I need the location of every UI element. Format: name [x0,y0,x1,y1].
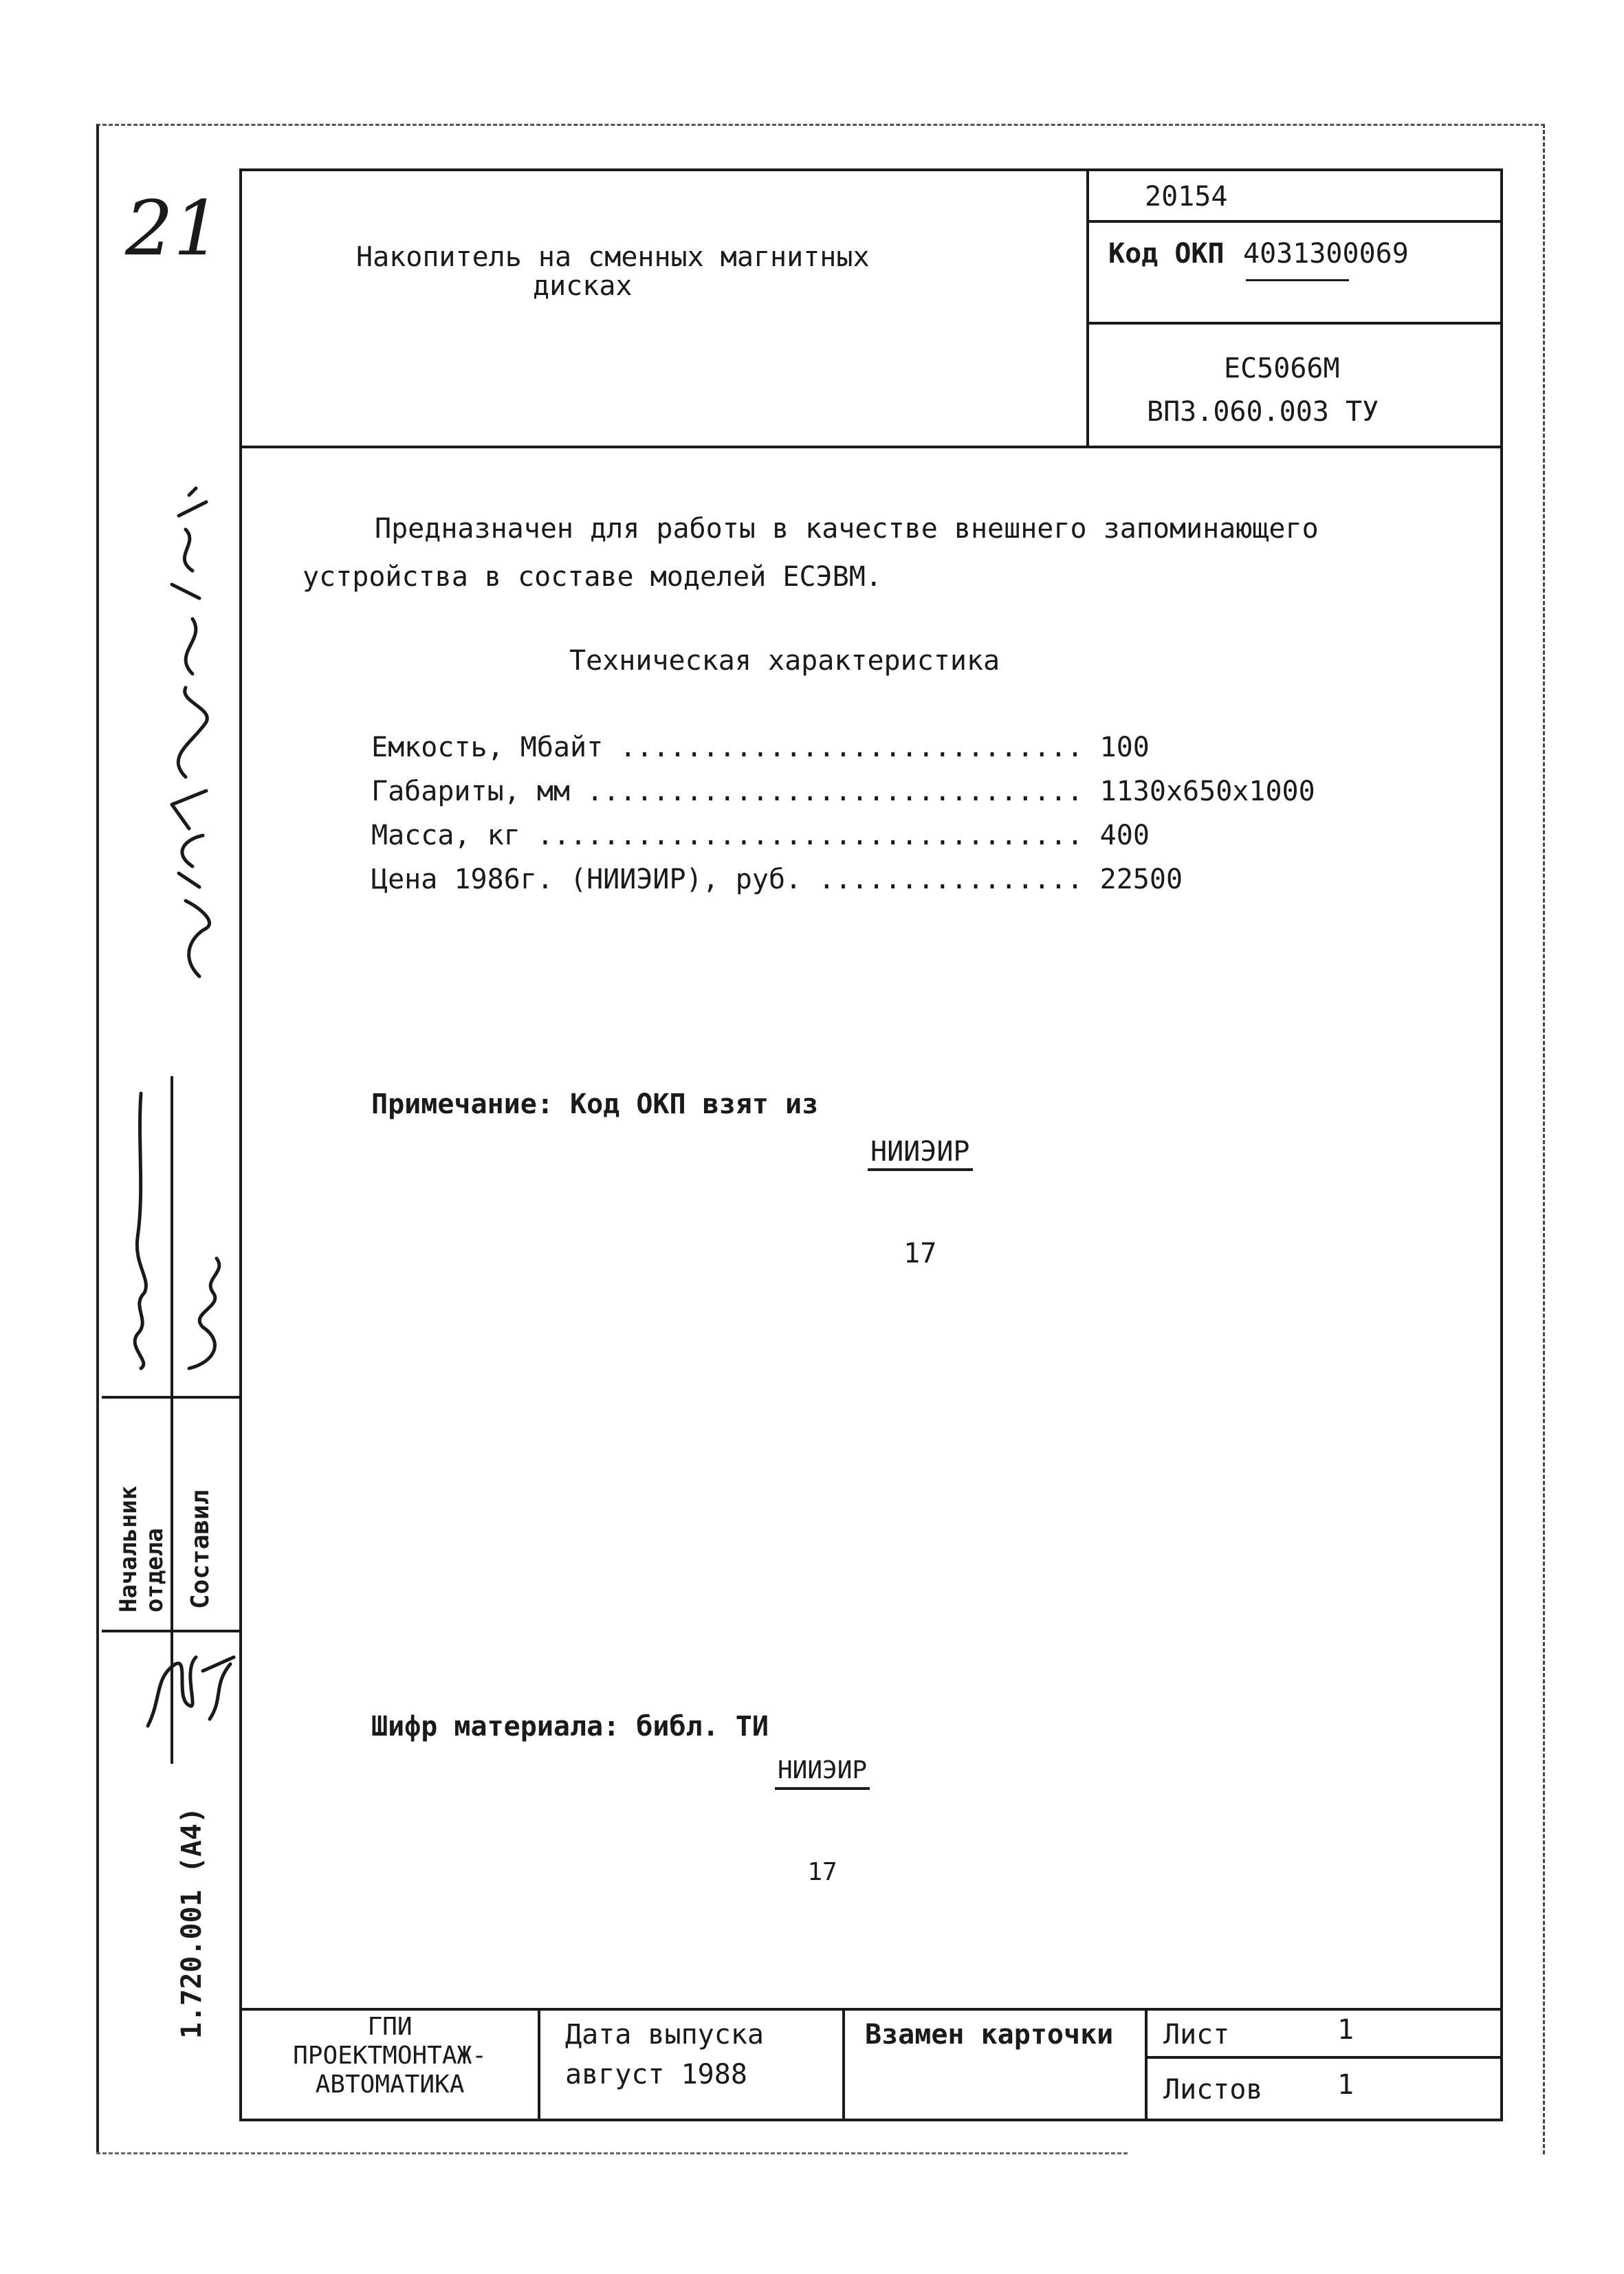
spec-label: Масса, кг [371,820,520,851]
note-source-name: НИИЭИР [868,1135,973,1171]
sheet-value: 1 [1337,2014,1354,2046]
issue-date-value: август 1988 [565,2059,747,2090]
spec-leader: ................ [818,864,1084,895]
header-bottom-rule [239,446,1503,448]
spec-row [371,775,1315,808]
purpose-line2: устройства в составе моделей ЕСЭВМ. [303,561,882,593]
cipher-source-fraction [775,1688,870,1922]
handwritten-registration-note [151,481,227,983]
spec-number: ВПЗ.060.003 ТУ [1147,396,1379,428]
head-of-department-label: Начальник отдела [115,1485,168,1612]
footer-rule-3 [1145,2008,1148,2121]
footer-rule-1 [538,2008,540,2121]
model-number: ЕС5066М [1224,353,1340,384]
note-label: Примечание: Код ОКП взят из [371,1089,819,1120]
section-title: Техническая характеристика [569,645,1000,677]
note-source-number: 17 [903,1238,937,1269]
header-okp-rule [1086,322,1503,325]
page-number: 21 [125,184,221,272]
product-code: 20154 [1145,181,1228,212]
header-code-rule [1086,220,1503,223]
spec-value: 1130x650x1000 [1099,776,1315,807]
sheet-label: Лист [1163,2019,1230,2051]
cipher-source-name: НИИЭИР [775,1754,870,1790]
okp-label: Код ОКП [1108,238,1225,270]
sheets-value: 1 [1337,2069,1354,2101]
compiled-by-label: Составил [186,1489,215,1609]
form-code: 1.720.001 (А4) [176,1806,208,2039]
purpose-line1: Предназначен для работы в качестве внешнего запоминающего [375,513,1319,545]
spec-label: Емкость, Мбайт [371,732,604,763]
spec-row [371,863,1183,896]
spec-value: 100 [1099,732,1150,763]
sheets-label: Листов [1163,2074,1263,2106]
spec-value: 400 [1099,820,1150,851]
org-line3: АВТОМАТИКА [315,2070,465,2099]
compiler-signature [175,1245,237,1382]
note-source-fraction [868,1069,973,1303]
org-line2: ПРОЕКТМОНТАЖ- [293,2042,487,2070]
spec-leader: .............................. [586,776,1084,807]
okp-value: 4031300069 [1243,238,1409,270]
footer-sheet-rule [1145,2056,1503,2059]
spec-row [371,731,1150,764]
spec-leader: ................................. [536,820,1084,851]
replaces-card-label: Взамен карточки [865,2019,1114,2051]
footer-top-rule [239,2008,1503,2011]
product-name-line2: дисках [533,270,633,302]
spec-label: Габариты, мм [371,776,570,807]
product-name-line1: Накопитель на сменных магнитных [356,241,870,273]
cipher-label: Шифр материала: библ. ТИ [371,1711,769,1742]
head-signature [110,1086,172,1375]
issue-date-label: Дата выпуска [565,2019,764,2051]
okp-underline [1246,279,1349,281]
bottom-scan-edge [96,2152,1128,2154]
header-vertical-rule [1086,168,1089,447]
spec-value: 22500 [1099,864,1183,895]
approval-signatures [134,1643,237,1740]
spec-leader: ............................ [619,732,1084,763]
spec-label: Цена 1986г. (НИИЭИР), руб. [371,864,802,895]
footer-rule-2 [842,2008,845,2121]
cipher-source-number: 17 [807,1858,837,1886]
spec-row [371,819,1150,852]
org-line1: ГПИ [367,2013,413,2041]
